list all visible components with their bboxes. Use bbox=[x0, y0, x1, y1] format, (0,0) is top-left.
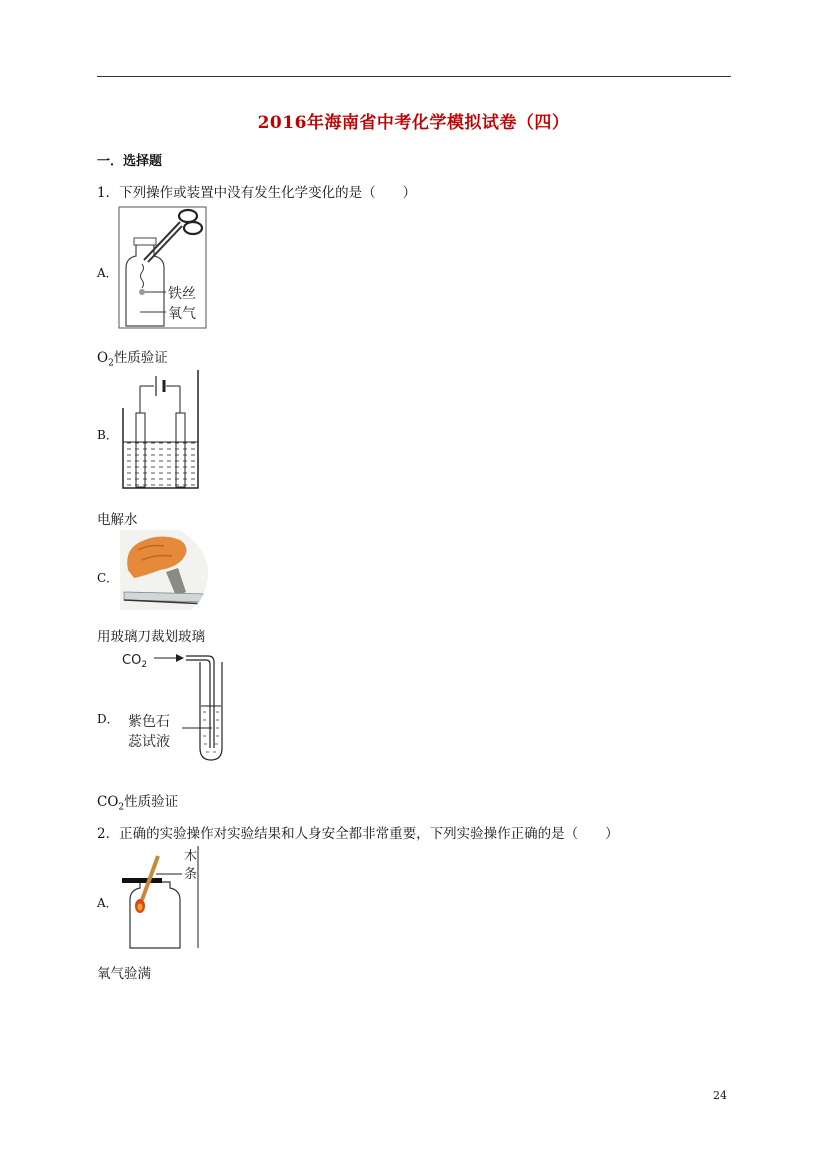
electrolysis-figure bbox=[118, 368, 202, 492]
oxygen-full-test-figure bbox=[120, 844, 210, 950]
q1-option-b-letter: B． bbox=[97, 428, 118, 442]
q2-option-a-letter: A． bbox=[97, 896, 118, 910]
q2-option-a-caption: 氧气验满 bbox=[97, 966, 151, 982]
co2-litmus-figure bbox=[120, 648, 230, 764]
q1-option-a-caption: $O_2$性质验证 bbox=[97, 350, 168, 369]
stick-label-2: 条 bbox=[184, 867, 198, 882]
q1-option-c-letter: C． bbox=[97, 571, 119, 585]
question-1-stem: 1．下列操作或装置中没有发生化学变化的是（ ） bbox=[97, 185, 417, 201]
section-heading: 一．选择题 bbox=[97, 154, 163, 169]
iron-wire-oxygen-figure bbox=[118, 206, 208, 330]
page-title: 2016年海南省中考化学模拟试卷（四） bbox=[257, 113, 570, 133]
q1-option-a-letter: A． bbox=[97, 266, 118, 280]
stick-label-1: 木 bbox=[184, 849, 198, 864]
question-2-stem: 2．正确的实验操作对实验结果和人身安全都非常重要，下列实验操作正确的是（ ） bbox=[97, 826, 619, 842]
page-number: 24 bbox=[713, 1089, 727, 1102]
q1-option-d-caption: $CO_2$性质验证 bbox=[97, 794, 179, 813]
wire-label: 铁丝 bbox=[168, 286, 196, 302]
q1-option-c-caption: 用玻璃刀裁划玻璃 bbox=[97, 629, 205, 645]
q1-option-b-caption: 电解水 bbox=[97, 512, 138, 528]
litmus-label-line2: 蕊试液 bbox=[128, 734, 170, 750]
header-rule bbox=[97, 76, 731, 77]
glass-cutter-figure bbox=[120, 530, 210, 612]
q1-option-d-letter: D． bbox=[97, 712, 119, 726]
gas-label: 氧气 bbox=[168, 306, 196, 322]
litmus-label-line1: 紫色石 bbox=[128, 714, 170, 730]
co2-label: $CO_2$ bbox=[122, 653, 148, 670]
